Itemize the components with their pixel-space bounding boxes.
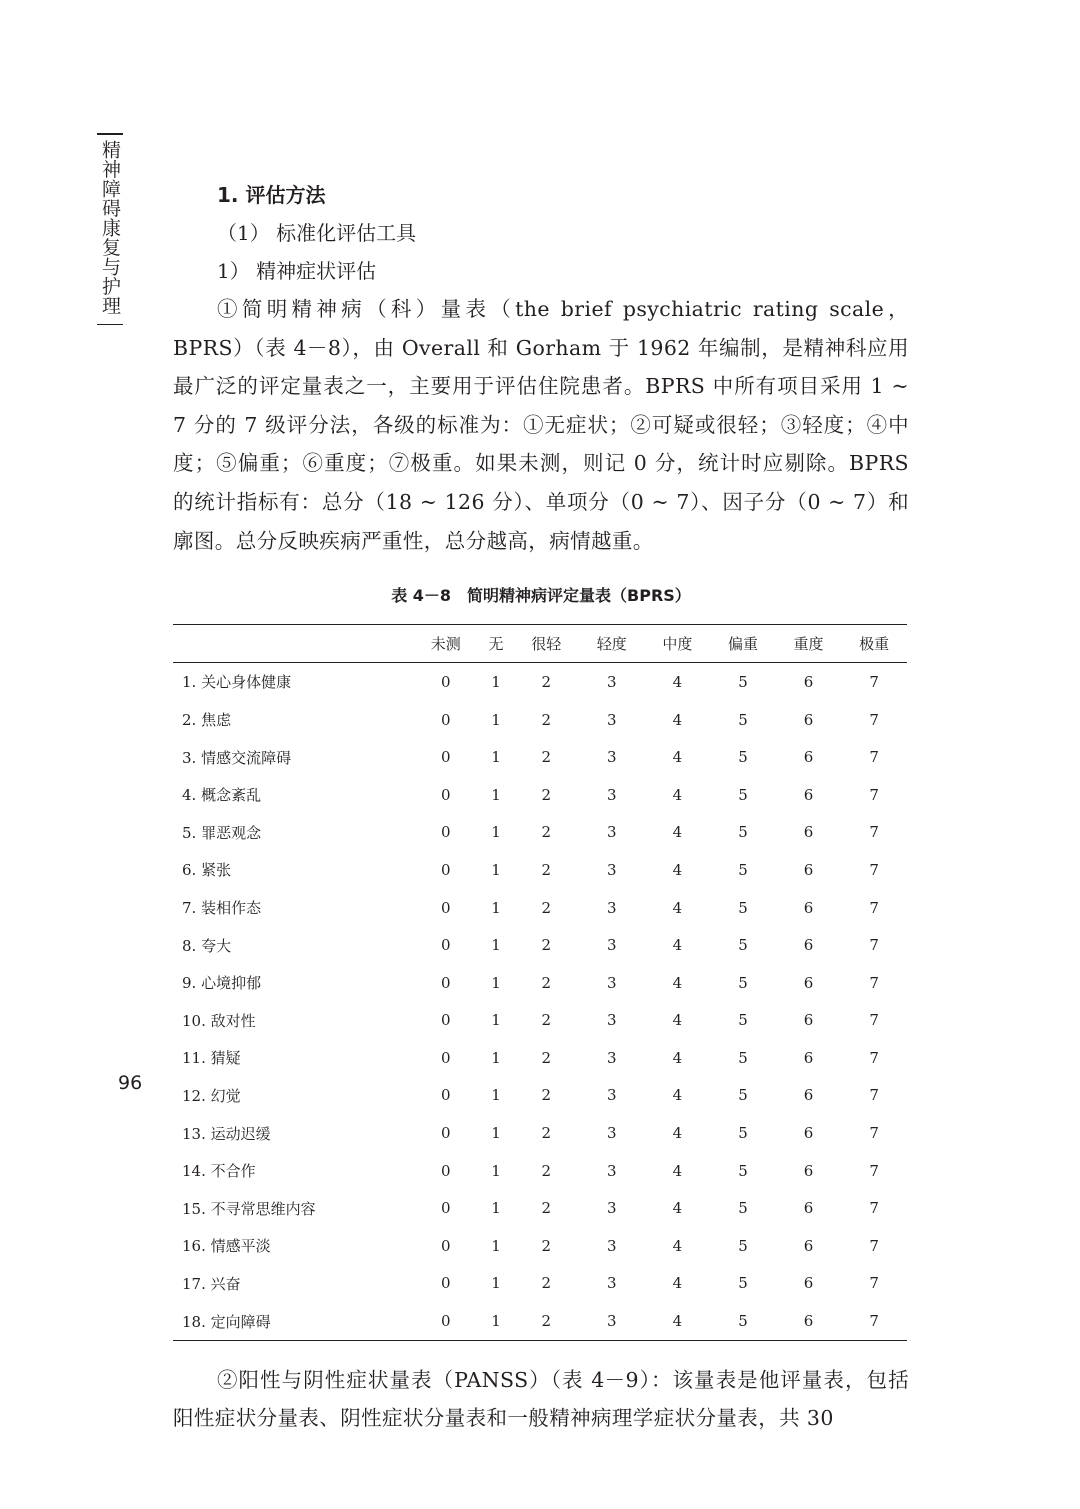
score-cell: 0 (441, 1011, 451, 1030)
score-cell: 5 (738, 1312, 748, 1331)
score-cell: 0 (441, 860, 451, 879)
score-cell: 1 (491, 1161, 501, 1180)
score-cell: 7 (869, 936, 879, 955)
header-score-column: 偏重 (727, 635, 758, 654)
score-cell: 0 (441, 785, 451, 804)
item-name-cell: 17. 兴奋 (182, 1274, 241, 1293)
score-cell: 2 (541, 1274, 551, 1293)
table-row (173, 1302, 907, 1340)
score-cell: 5 (738, 1048, 748, 1067)
score-cell: 2 (541, 1086, 551, 1105)
score-cell: 4 (672, 748, 683, 767)
score-cell: 0 (441, 1048, 451, 1067)
score-cell: 3 (607, 936, 617, 955)
table-row (173, 964, 907, 1002)
table-row (173, 701, 907, 739)
score-cell: 5 (738, 823, 748, 842)
score-cell: 2 (541, 1312, 551, 1331)
score-cell: 4 (672, 672, 683, 691)
score-cell: 1 (491, 823, 501, 842)
score-cell: 0 (441, 823, 451, 842)
score-cell: 1 (491, 1048, 501, 1067)
score-cell: 0 (441, 672, 451, 691)
score-cell: 5 (738, 898, 748, 917)
score-cell: 0 (441, 1124, 451, 1143)
score-cell: 5 (738, 973, 748, 992)
score-cell: 4 (672, 1011, 683, 1030)
score-cell: 4 (672, 1161, 683, 1180)
score-cell: 3 (607, 672, 617, 691)
table-row (173, 1002, 907, 1040)
score-cell: 0 (441, 1312, 451, 1331)
score-cell: 0 (441, 1086, 451, 1105)
score-cell: 0 (441, 748, 451, 767)
score-cell: 6 (803, 710, 814, 729)
section-heading: 1. 评估方法 (217, 183, 326, 207)
score-cell: 4 (672, 1199, 683, 1218)
score-cell: 0 (441, 1199, 451, 1218)
score-cell: 5 (738, 785, 748, 804)
score-cell: 6 (803, 1312, 814, 1331)
item-name-cell: 15. 不寻常思维内容 (182, 1199, 316, 1218)
score-cell: 5 (738, 1199, 748, 1218)
score-cell: 2 (541, 823, 551, 842)
score-cell: 3 (607, 1312, 617, 1331)
score-cell: 1 (491, 785, 501, 804)
score-cell: 1 (491, 936, 501, 955)
table-row (173, 889, 907, 927)
score-cell: 4 (672, 860, 683, 879)
score-cell: 7 (869, 973, 879, 992)
score-cell: 3 (607, 1011, 617, 1030)
table-row (173, 1152, 907, 1190)
header-score-column: 很轻 (531, 635, 562, 654)
score-cell: 2 (541, 1048, 551, 1067)
score-cell: 6 (803, 898, 814, 917)
score-cell: 1 (491, 748, 501, 767)
score-cell: 3 (607, 1274, 617, 1293)
table-row (173, 1114, 907, 1152)
table-row (173, 1039, 907, 1077)
item-name-cell: 8. 夸大 (182, 936, 232, 955)
side-tab-title: 精神障碍康复与护理 (99, 140, 121, 316)
subheading-level-2: 1） 精神症状评估 (217, 259, 377, 283)
score-cell: 2 (541, 1236, 551, 1255)
table-row (173, 1077, 907, 1115)
score-cell: 3 (607, 785, 617, 804)
score-cell: 5 (738, 936, 748, 955)
score-cell: 6 (803, 1274, 814, 1293)
score-cell: 3 (607, 860, 617, 879)
score-cell: 6 (803, 936, 814, 955)
score-cell: 1 (491, 973, 501, 992)
score-cell: 5 (738, 710, 748, 729)
score-cell: 3 (607, 1048, 617, 1067)
score-cell: 6 (803, 748, 814, 767)
score-cell: 7 (869, 1086, 879, 1105)
score-cell: 7 (869, 710, 879, 729)
score-cell: 1 (491, 710, 501, 729)
score-cell: 5 (738, 672, 748, 691)
score-cell: 7 (869, 1124, 879, 1143)
score-cell: 0 (441, 936, 451, 955)
score-cell: 2 (541, 898, 551, 917)
score-cell: 5 (738, 860, 748, 879)
score-cell: 7 (869, 1161, 879, 1180)
subheading-level-1: （1） 标准化评估工具 (217, 221, 417, 245)
item-name-cell: 2. 焦虑 (182, 711, 232, 730)
score-cell: 0 (441, 710, 451, 729)
score-cell: 1 (491, 898, 501, 917)
side-tab-bottom-rule (97, 324, 123, 326)
item-name-cell: 16. 情感平淡 (182, 1237, 271, 1256)
score-cell: 3 (607, 710, 617, 729)
score-cell: 3 (607, 1124, 617, 1143)
score-cell: 6 (803, 1124, 814, 1143)
score-cell: 7 (869, 1274, 879, 1293)
header-item-column (173, 625, 413, 663)
score-cell: 3 (607, 748, 617, 767)
score-cell: 6 (803, 823, 814, 842)
score-cell: 2 (541, 1124, 551, 1143)
item-name-cell: 9. 心境抑郁 (182, 974, 262, 993)
item-name-cell: 18. 定向障碍 (182, 1312, 271, 1331)
panss-description-paragraph: ②阳性与阴性症状量表（PANSS）（表 4－9）：该量表是他评量表，包括阳性症状分量表、阴性症状分量表和一般精神病理学症状分量表，共 30 (173, 1367, 909, 1431)
score-cell: 4 (672, 1124, 683, 1143)
score-cell: 6 (803, 1086, 814, 1105)
score-cell: 5 (738, 1236, 748, 1255)
score-cell: 0 (441, 898, 451, 917)
score-cell: 2 (541, 1199, 551, 1218)
score-cell: 1 (491, 1312, 501, 1331)
score-cell: 0 (441, 1274, 451, 1293)
item-name-cell: 14. 不合作 (182, 1162, 256, 1181)
score-cell: 4 (672, 1086, 683, 1105)
score-cell: 5 (738, 1124, 748, 1143)
score-cell: 4 (672, 1236, 683, 1255)
table-row (173, 926, 907, 964)
score-cell: 4 (672, 1048, 683, 1067)
score-cell: 4 (672, 1312, 683, 1331)
item-name-cell: 7. 装相作态 (182, 899, 262, 918)
score-cell: 0 (441, 1236, 451, 1255)
item-name-cell: 10. 敌对性 (182, 1011, 256, 1030)
score-cell: 6 (803, 1199, 814, 1218)
score-cell: 6 (803, 1011, 814, 1030)
header-score-column: 极重 (859, 635, 890, 654)
score-cell: 6 (803, 860, 814, 879)
score-cell: 2 (541, 1011, 551, 1030)
page-number: 96 (118, 1072, 143, 1094)
score-cell: 3 (607, 1236, 617, 1255)
score-cell: 3 (607, 973, 617, 992)
score-cell: 0 (441, 1161, 451, 1180)
item-name-cell: 11. 猜疑 (182, 1049, 241, 1068)
score-cell: 3 (607, 1161, 617, 1180)
score-cell: 4 (672, 710, 683, 729)
header-score-column: 中度 (662, 635, 693, 654)
table-header-row (173, 625, 907, 663)
item-name-cell: 5. 罪恶观念 (182, 823, 262, 842)
header-score-column: 未测 (430, 635, 461, 654)
side-tab-top-rule (97, 133, 123, 135)
score-cell: 1 (491, 1086, 501, 1105)
bprs-description-paragraph: ①简明精神病（科）量表（the brief psychiatric rating scale，BPRS）（表 4－8），由 Overall 和 Gorham 于 1962 年编制，是精神科应用最广泛的评定量表之一，主要用于评估住院患者。BPRS 中所有项目采用 1 ~ 7 分的 7 级评分法，各级的标准为：①无症状；②可疑或很轻；③轻度；④中度；⑤偏重；⑥重度；⑦极重。如果未测，则记 0 分，统计时应剔除。BPRS 的统计指标有：总分（18 ~ 126 分）、单项分（0 ~ 7）、因子分（0 ~ 7）和廓图。总分反映疾病严重性，总分越高，病情越重。 (173, 297, 909, 553)
table-row (173, 738, 907, 776)
table-caption: 表 4－8 简明精神病评定量表（BPRS） (391, 586, 691, 606)
score-cell: 1 (491, 1199, 501, 1218)
score-cell: 2 (541, 860, 551, 879)
page-content (173, 176, 909, 1438)
score-cell: 6 (803, 973, 814, 992)
score-cell: 1 (491, 1011, 501, 1030)
header-score-column: 重度 (793, 635, 824, 654)
header-score-column: 无 (488, 635, 504, 654)
table-row (173, 814, 907, 852)
score-cell: 5 (738, 1274, 748, 1293)
score-cell: 3 (607, 823, 617, 842)
score-cell: 2 (541, 785, 551, 804)
table-row (173, 1265, 907, 1303)
score-cell: 6 (803, 785, 814, 804)
score-cell: 5 (738, 1086, 748, 1105)
score-cell: 4 (672, 823, 683, 842)
score-cell: 4 (672, 936, 683, 955)
score-cell: 7 (869, 672, 879, 691)
score-cell: 3 (607, 1086, 617, 1105)
score-cell: 2 (541, 672, 551, 691)
item-name-cell: 1. 关心身体健康 (182, 673, 292, 692)
score-cell: 7 (869, 860, 879, 879)
score-cell: 4 (672, 898, 683, 917)
score-cell: 7 (869, 1048, 879, 1067)
table-row (173, 663, 907, 701)
score-cell: 1 (491, 1124, 501, 1143)
score-cell: 7 (869, 898, 879, 917)
score-cell: 1 (491, 672, 501, 691)
score-cell: 7 (869, 1011, 879, 1030)
score-cell: 5 (738, 748, 748, 767)
score-cell: 3 (607, 898, 617, 917)
header-score-column: 轻度 (596, 635, 627, 654)
score-cell: 7 (869, 748, 879, 767)
item-name-cell: 12. 幻觉 (182, 1086, 241, 1105)
score-cell: 5 (738, 1011, 748, 1030)
item-name-cell: 4. 概念紊乱 (182, 786, 262, 805)
score-cell: 3 (607, 1199, 617, 1218)
score-cell: 7 (869, 1312, 879, 1331)
chapter-side-tab (97, 133, 123, 325)
score-cell: 7 (869, 785, 879, 804)
score-cell: 4 (672, 785, 683, 804)
bprs-table (173, 624, 907, 1341)
item-name-cell: 3. 情感交流障碍 (182, 748, 292, 767)
item-name-cell: 13. 运动迟缓 (182, 1124, 271, 1143)
table-row (173, 1189, 907, 1227)
score-cell: 2 (541, 748, 551, 767)
score-cell: 5 (738, 1161, 748, 1180)
table-row (173, 1227, 907, 1265)
score-cell: 1 (491, 1236, 501, 1255)
score-cell: 1 (491, 860, 501, 879)
score-cell: 1 (491, 1274, 501, 1293)
score-cell: 2 (541, 936, 551, 955)
score-cell: 2 (541, 973, 551, 992)
score-cell: 0 (441, 973, 451, 992)
score-cell: 2 (541, 1161, 551, 1180)
score-cell: 2 (541, 710, 551, 729)
table-body (173, 663, 907, 1341)
score-cell: 6 (803, 1236, 814, 1255)
score-cell: 6 (803, 672, 814, 691)
score-cell: 4 (672, 973, 683, 992)
score-cell: 7 (869, 823, 879, 842)
score-cell: 4 (672, 1274, 683, 1293)
score-cell: 7 (869, 1236, 879, 1255)
table-row (173, 776, 907, 814)
table-row (173, 851, 907, 889)
score-cell: 7 (869, 1199, 879, 1218)
score-cell: 6 (803, 1161, 814, 1180)
item-name-cell: 6. 紧张 (182, 861, 232, 880)
score-cell: 6 (803, 1048, 814, 1067)
